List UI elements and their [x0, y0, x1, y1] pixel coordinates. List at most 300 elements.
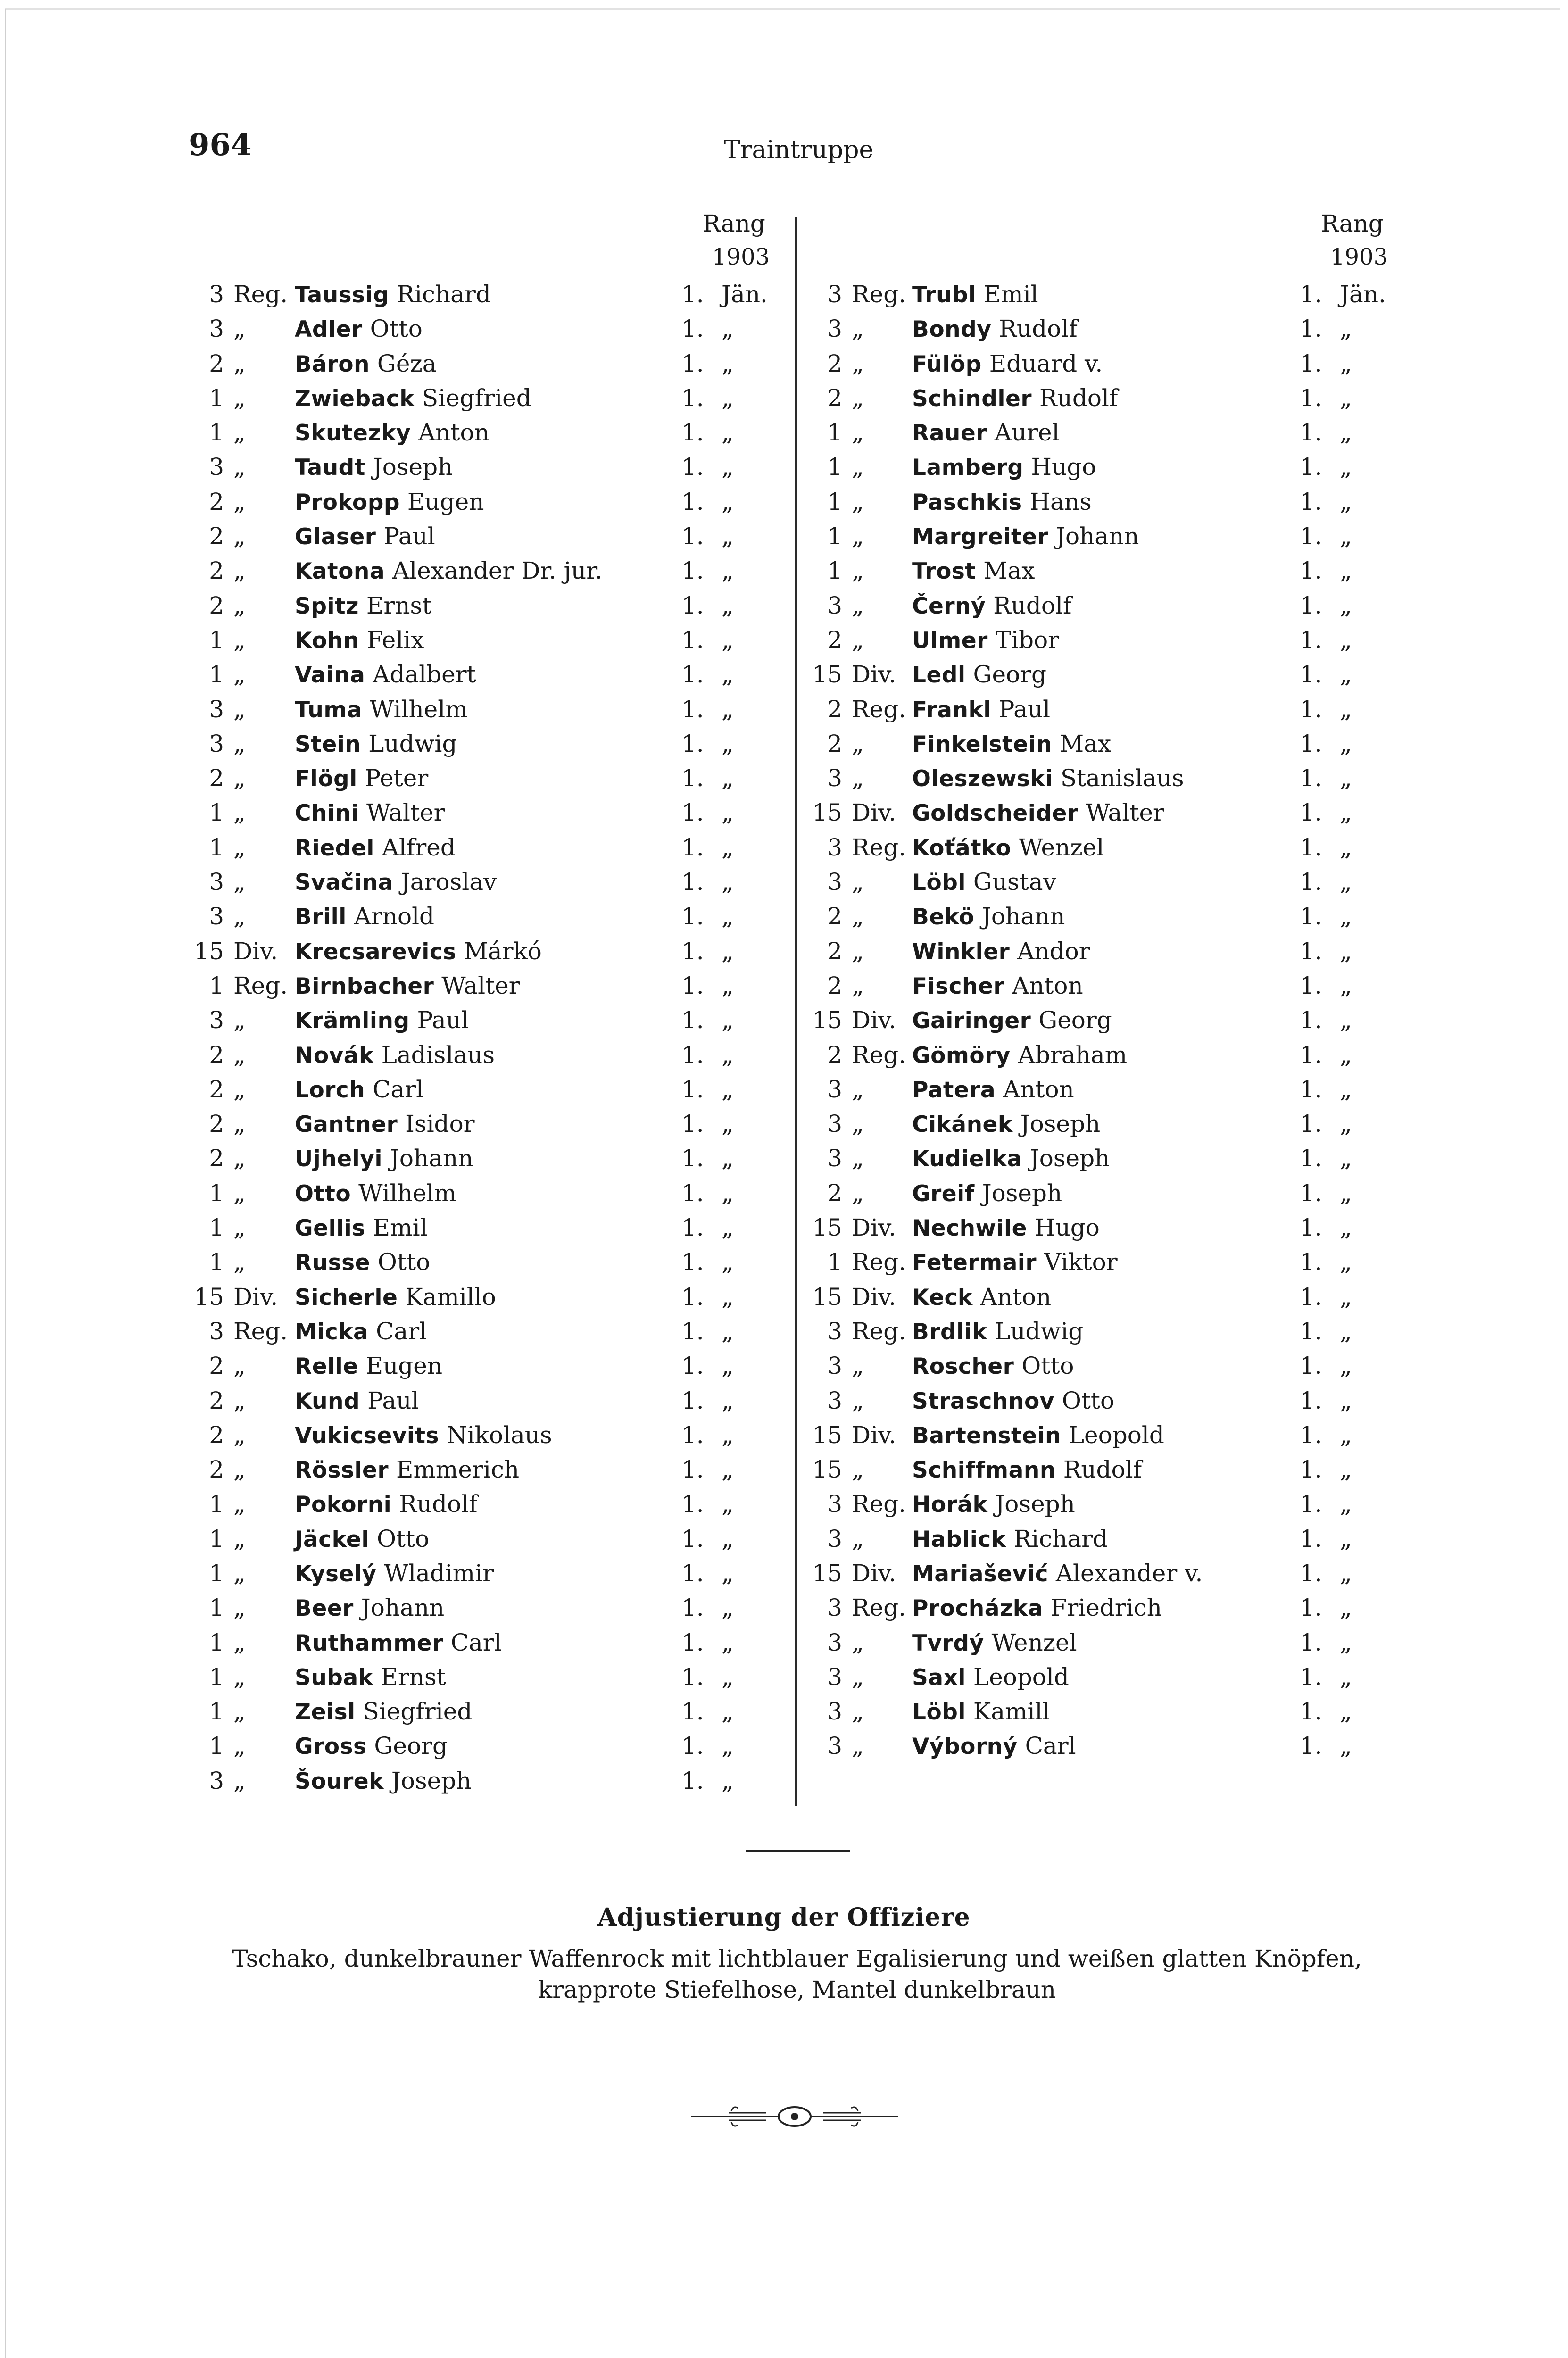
officer-given-name: Alexander Dr. jur.: [392, 557, 603, 585]
unit-type: „: [233, 1387, 246, 1414]
officer-name: [912, 1629, 1077, 1656]
rank-day: 1.: [681, 488, 704, 515]
officer-surname: Bekö: [912, 904, 974, 930]
unit-type: „: [852, 523, 864, 550]
roster-row: [186, 1041, 780, 1076]
roster-row: [805, 903, 1432, 937]
rank-day: 1.: [1300, 1283, 1322, 1311]
rank-day: 1.: [681, 1145, 704, 1172]
unit-number: 1: [209, 1628, 224, 1656]
officer-name: [295, 1732, 448, 1760]
officer-surname: Černý: [912, 593, 986, 619]
officer-surname: Koťátko: [912, 835, 1012, 861]
rank-month: „: [1340, 730, 1352, 757]
unit-number: 2: [209, 1145, 224, 1172]
rank-month: „: [722, 903, 734, 930]
officer-surname: Vukicsevits: [295, 1422, 439, 1449]
officer-surname: Riedel: [295, 835, 374, 861]
officer-given-name: Joseph: [391, 1767, 472, 1794]
officer-given-name: Johann: [1055, 523, 1139, 550]
unit-type: Reg.: [852, 1317, 906, 1345]
officer-surname: Hablick: [912, 1526, 1006, 1553]
officer-surname: Šourek: [295, 1768, 384, 1794]
officer-surname: Tuma: [295, 697, 363, 723]
officer-name: [295, 1629, 502, 1656]
rank-day: 1.: [1300, 488, 1322, 515]
roster-row: [805, 1732, 1432, 1767]
officer-surname: Fülöp: [912, 351, 982, 377]
roster-row: [186, 523, 780, 557]
roster-row: [186, 453, 780, 488]
officer-given-name: Paul: [383, 523, 435, 550]
officer-name: [912, 1352, 1074, 1379]
roster-row: [186, 1179, 780, 1214]
officer-name: [295, 592, 431, 619]
unit-number: 2: [827, 349, 842, 377]
unit-number: 15: [812, 1214, 842, 1242]
rank-day: 1.: [681, 799, 704, 827]
officer-given-name: Siegfried: [363, 1698, 473, 1726]
unit-number: 3: [827, 591, 842, 619]
officer-surname: Schindler: [912, 385, 1032, 412]
unit-number: 1: [209, 1490, 224, 1518]
rank-month: „: [1340, 1559, 1352, 1587]
unit-type: Div.: [852, 1559, 896, 1587]
rank-month: „: [1340, 1663, 1352, 1691]
rank-day: 1.: [681, 557, 704, 585]
officer-given-name: Felix: [366, 626, 424, 654]
officer-given-name: Georg: [973, 661, 1047, 689]
rank-month: „: [1340, 971, 1352, 999]
unit-type: Div.: [233, 937, 278, 965]
rank-month: „: [1340, 799, 1352, 827]
unit-type: Reg.: [852, 281, 906, 308]
unit-number: 2: [209, 1110, 224, 1138]
officer-surname: Birnbacher: [295, 973, 434, 999]
officer-surname: Krecsarevics: [295, 938, 456, 965]
officer-name: [295, 972, 520, 999]
roster-row: [186, 1560, 780, 1594]
rank-day: 1.: [1300, 1456, 1322, 1484]
officer-given-name: Anton: [1003, 1075, 1074, 1103]
officer-given-name: Arnold: [354, 903, 435, 930]
roster-row: [186, 1283, 780, 1318]
officer-name: [912, 1145, 1110, 1172]
officer-name: [912, 1387, 1114, 1414]
unit-type: „: [852, 1698, 864, 1726]
roster-row: [805, 799, 1432, 833]
roster-row: [186, 1456, 780, 1490]
unit-type: Div.: [852, 1283, 896, 1311]
unit-type: „: [233, 453, 246, 481]
unit-number: 3: [827, 1387, 842, 1414]
officer-surname: Krämling: [295, 1008, 410, 1034]
officer-surname: Lorch: [295, 1077, 365, 1103]
rank-day: 1.: [1300, 1628, 1322, 1656]
officer-name: [912, 592, 1072, 619]
unit-number: 1: [827, 557, 842, 585]
rank-day: 1.: [681, 1628, 704, 1656]
unit-type: Reg.: [852, 695, 906, 723]
left-column-header: [186, 210, 780, 281]
officer-name: [912, 868, 1056, 896]
unit-number: 3: [209, 315, 224, 343]
officer-name: [295, 1318, 427, 1345]
officer-name: [912, 1663, 1069, 1691]
officer-name: [295, 1283, 496, 1311]
unit-type: „: [852, 1525, 864, 1553]
rank-month: „: [722, 488, 734, 515]
officer-name: [912, 1525, 1108, 1553]
officer-given-name: Rudolf: [399, 1490, 478, 1518]
unit-type: „: [233, 903, 246, 930]
unit-type: Reg.: [852, 833, 906, 861]
officer-given-name: Ludwig: [995, 1317, 1084, 1345]
officer-surname: Margreiter: [912, 524, 1048, 550]
rank-month: „: [722, 1352, 734, 1380]
rank-day: 1.: [1300, 1594, 1322, 1622]
rank-day: 1.: [1300, 833, 1322, 861]
unit-number: 2: [209, 1421, 224, 1449]
officer-surname: Glaser: [295, 524, 376, 550]
roster-row: [805, 1041, 1432, 1076]
unit-type: „: [852, 730, 864, 757]
officer-given-name: Friedrich: [1050, 1594, 1162, 1622]
rank-day: 1.: [1300, 1421, 1322, 1449]
officer-name: [295, 799, 445, 826]
rank-month: „: [1340, 833, 1352, 861]
officer-surname: Rauer: [912, 420, 987, 447]
rank-day: 1.: [681, 315, 704, 343]
officer-surname: Relle: [295, 1353, 358, 1380]
officer-name: [295, 1352, 442, 1379]
rank-header: Rang: [703, 210, 765, 237]
officer-surname: Ujhelyi: [295, 1146, 382, 1172]
rank-month: Jän.: [1340, 281, 1386, 308]
officer-name: [912, 903, 1065, 930]
rank-month: „: [722, 1628, 734, 1656]
officer-given-name: Otto: [376, 1525, 430, 1553]
roster-row: [186, 488, 780, 523]
roster-row: [805, 1145, 1432, 1179]
officer-name: [295, 626, 424, 654]
unit-number: 1: [827, 488, 842, 515]
officer-surname: Lamberg: [912, 455, 1024, 481]
unit-number: 2: [209, 1075, 224, 1103]
officer-name: [295, 1594, 444, 1621]
unit-number: 2: [209, 591, 224, 619]
unit-type: „: [233, 1214, 246, 1242]
unit-number: 3: [209, 1006, 224, 1034]
roster-row: [805, 1490, 1432, 1525]
officer-surname: Gantner: [295, 1112, 398, 1138]
ornament-divider: [691, 2102, 898, 2131]
rank-day: 1.: [1300, 626, 1322, 654]
officer-surname: Pokorni: [295, 1492, 392, 1518]
unit-type: „: [233, 1110, 246, 1138]
officer-surname: Otto: [295, 1180, 351, 1207]
officer-surname: Taussig: [295, 282, 390, 308]
unit-number: 15: [812, 799, 842, 827]
officer-given-name: Wenzel: [1019, 833, 1104, 861]
rank-day: 1.: [681, 1767, 704, 1794]
roster-row: [805, 730, 1432, 764]
unit-type: Reg.: [852, 1490, 906, 1518]
roster-row: [186, 557, 780, 591]
unit-number: 1: [209, 1248, 224, 1276]
rank-month: „: [722, 384, 734, 412]
unit-number: 2: [827, 384, 842, 412]
unit-type: „: [852, 1075, 864, 1103]
unit-number: 3: [209, 281, 224, 308]
rank-day: 1.: [681, 1559, 704, 1587]
rank-day: 1.: [1300, 419, 1322, 447]
officer-name: [912, 1698, 1050, 1725]
officer-name: [912, 626, 1059, 654]
rank-month: „: [1340, 1006, 1352, 1034]
rank-month: „: [722, 1456, 734, 1484]
roster-row: [805, 972, 1432, 1006]
unit-number: 3: [827, 833, 842, 861]
officer-given-name: Abraham: [1018, 1041, 1128, 1069]
unit-number: 1: [209, 1663, 224, 1691]
rank-month: „: [722, 1283, 734, 1311]
roster-row: [186, 350, 780, 384]
officer-given-name: Eduard v.: [989, 349, 1103, 377]
officer-given-name: Ludwig: [368, 730, 457, 757]
unit-number: 1: [209, 1525, 224, 1553]
officer-given-name: Hans: [1029, 488, 1092, 515]
rank-day: 1.: [1300, 1698, 1322, 1726]
officer-name: [912, 384, 1118, 412]
rank-month: „: [722, 799, 734, 827]
officer-given-name: Rudolf: [999, 315, 1078, 343]
unit-type: „: [852, 315, 864, 343]
rank-month: „: [722, 1732, 734, 1760]
roster-row: [805, 453, 1432, 488]
unit-type: „: [233, 1698, 246, 1726]
rank-month: „: [722, 591, 734, 619]
roster-row: [805, 384, 1432, 419]
rank-month: „: [1340, 764, 1352, 792]
unit-number: 3: [827, 281, 842, 308]
unit-number: 3: [209, 453, 224, 481]
unit-type: „: [852, 557, 864, 585]
officer-given-name: Márkó: [464, 937, 542, 965]
officer-given-name: Rudolf: [1063, 1456, 1142, 1484]
unit-type: „: [233, 488, 246, 515]
officer-given-name: Paul: [417, 1006, 469, 1034]
unit-type: „: [852, 868, 864, 896]
officer-surname: Beer: [295, 1595, 354, 1622]
rank-day: 1.: [681, 1421, 704, 1449]
column-divider: [795, 217, 797, 1806]
rank-day: 1.: [681, 591, 704, 619]
officer-name: [295, 350, 437, 377]
unit-type: „: [852, 419, 864, 447]
unit-type: Reg.: [233, 1317, 288, 1345]
rank-day: 1.: [681, 1594, 704, 1622]
officer-name: [295, 696, 468, 723]
rank-day: 1.: [1300, 799, 1322, 827]
roster-row: [805, 1525, 1432, 1560]
officer-name: [912, 1594, 1162, 1621]
roster-row: [186, 696, 780, 730]
unit-number: 2: [827, 1041, 842, 1069]
officer-surname: Roscher: [912, 1353, 1014, 1380]
rank-month: „: [1340, 1145, 1352, 1172]
rank-month: „: [722, 1387, 734, 1414]
rank-month: „: [1340, 315, 1352, 343]
rank-day: 1.: [681, 1698, 704, 1726]
roster-row: [186, 938, 780, 972]
roster-row: [186, 1594, 780, 1628]
officer-given-name: Eugen: [407, 488, 484, 515]
roster-row: [186, 834, 780, 868]
unit-number: 2: [827, 626, 842, 654]
rank-day: 1.: [681, 833, 704, 861]
unit-type: „: [233, 868, 246, 896]
roster-row: [186, 764, 780, 799]
roster-row: [186, 626, 780, 661]
unit-number: 1: [827, 523, 842, 550]
roster-row: [805, 1594, 1432, 1628]
roster-row: [805, 350, 1432, 384]
unit-number: 15: [812, 661, 842, 689]
officer-surname: Brdlik: [912, 1319, 987, 1345]
rank-day: 1.: [1300, 1317, 1322, 1345]
officer-name: [912, 453, 1096, 481]
officer-surname: Mariašević: [912, 1561, 1048, 1587]
officer-name: [912, 661, 1046, 688]
unit-type: „: [852, 1456, 864, 1484]
rank-day: 1.: [1300, 557, 1322, 585]
unit-number: 1: [209, 1559, 224, 1587]
unit-number: 15: [812, 1421, 842, 1449]
rank-day: 1.: [1300, 1732, 1322, 1760]
rank-day: 1.: [681, 695, 704, 723]
unit-type: „: [852, 1179, 864, 1207]
rank-day: 1.: [1300, 315, 1322, 343]
unit-number: 3: [827, 764, 842, 792]
unit-number: 3: [209, 1767, 224, 1794]
officer-given-name: Ernst: [381, 1663, 446, 1691]
officer-surname: Patera: [912, 1077, 996, 1103]
officer-given-name: Alexander v.: [1055, 1559, 1203, 1587]
officer-surname: Finkelstein: [912, 731, 1053, 757]
rank-month: „: [1340, 1041, 1352, 1069]
roster-row: [186, 1110, 780, 1145]
officer-name: [912, 1214, 1100, 1241]
uniform-description: [184, 1943, 1410, 2005]
unit-number: 3: [827, 1075, 842, 1103]
rank-day: 1.: [681, 903, 704, 930]
officer-name: [295, 1560, 494, 1587]
officer-surname: Bondy: [912, 316, 992, 343]
unit-type: „: [852, 1628, 864, 1656]
unit-number: 1: [209, 971, 224, 999]
roster-row: [186, 1698, 780, 1732]
officer-surname: Tvrdý: [912, 1630, 984, 1656]
officer-name: [295, 938, 542, 965]
officer-surname: Vaina: [295, 662, 365, 689]
unit-type: Div.: [233, 1283, 278, 1311]
right-roster-list: [805, 281, 1432, 1767]
officer-surname: Fetermair: [912, 1250, 1037, 1276]
officer-given-name: Andor: [1017, 937, 1090, 965]
rank-month: „: [1340, 419, 1352, 447]
roster-row: [805, 1456, 1432, 1490]
unit-type: „: [233, 591, 246, 619]
unit-type: „: [233, 1352, 246, 1380]
rank-month: „: [1340, 1732, 1352, 1760]
rank-day: 1.: [1300, 1145, 1322, 1172]
rank-month: „: [1340, 1490, 1352, 1518]
officer-name: [295, 730, 457, 757]
officer-given-name: Adalbert: [373, 661, 476, 689]
unit-type: Div.: [852, 1006, 896, 1034]
rank-month: „: [722, 453, 734, 481]
roster-row: [186, 1629, 780, 1663]
roster-row: [186, 868, 780, 903]
rank-month: „: [722, 1663, 734, 1691]
officer-name: [912, 938, 1090, 965]
unit-number: 3: [209, 868, 224, 896]
officer-name: [295, 1006, 469, 1034]
unit-type: „: [852, 1663, 864, 1691]
officer-surname: Kyselý: [295, 1561, 377, 1587]
roster-row: [805, 281, 1432, 315]
officer-given-name: Alfred: [382, 833, 456, 861]
officer-surname: Gairinger: [912, 1008, 1031, 1034]
officer-given-name: Peter: [365, 764, 429, 792]
officer-surname: Horák: [912, 1492, 988, 1518]
unit-number: 3: [827, 315, 842, 343]
officer-name: [295, 1145, 473, 1172]
officer-name: [912, 1456, 1142, 1483]
rank-month: „: [722, 764, 734, 792]
officer-surname: Cikánek: [912, 1112, 1013, 1138]
rank-month: „: [1340, 695, 1352, 723]
officer-name: [912, 696, 1050, 723]
unit-type: „: [233, 1006, 246, 1034]
rank-month: „: [1340, 523, 1352, 550]
officer-given-name: Paul: [367, 1387, 419, 1414]
unit-type: „: [233, 1628, 246, 1656]
officer-name: [295, 1767, 471, 1794]
roster-row: [186, 661, 780, 695]
officer-surname: Sicherle: [295, 1284, 398, 1311]
officer-name: [912, 1421, 1164, 1449]
rank-day: 1.: [681, 1317, 704, 1345]
rank-day: 1.: [681, 764, 704, 792]
officer-given-name: Isidor: [405, 1110, 475, 1138]
uniform-description-line-1: Tschako, dunkelbrauner Waffenrock mit lichtblauer Egalisierung und weißen glatten Knöpfen,: [232, 1945, 1362, 1972]
roster-row: [805, 938, 1432, 972]
rank-day: 1.: [681, 1041, 704, 1069]
rank-month: „: [722, 1214, 734, 1242]
officer-name: [912, 1732, 1076, 1760]
rank-month: „: [722, 1179, 734, 1207]
rank-header: Rang: [1321, 210, 1384, 237]
officer-name: [295, 661, 476, 688]
officer-surname: Keck: [912, 1284, 973, 1311]
rank-day: 1.: [1300, 349, 1322, 377]
roster-row: [186, 1214, 780, 1248]
rank-day: 1.: [1300, 903, 1322, 930]
officer-name: [295, 1663, 446, 1691]
rank-day: 1.: [681, 1283, 704, 1311]
